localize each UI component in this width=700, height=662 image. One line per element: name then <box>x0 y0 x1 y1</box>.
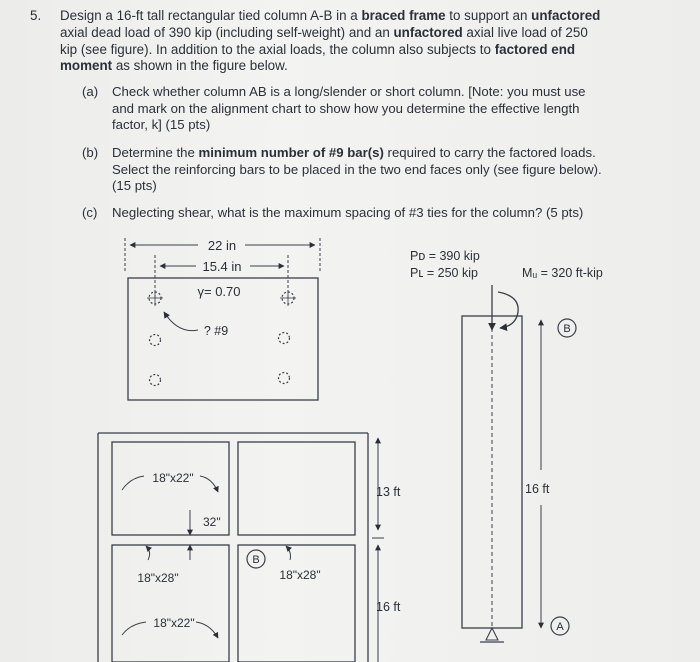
problem-line-3: kip (see figure). In addition to the axial loads, the column also subjects to factored end <box>60 41 576 57</box>
dim-15-4in: 15.4 in <box>202 259 242 274</box>
bar-count-label: ? #9 <box>203 324 229 338</box>
moment-label: Mᵤ = 320 ft-kip <box>522 266 603 280</box>
problem-number: 5. <box>30 8 42 23</box>
bar-bottom-right <box>279 373 290 384</box>
bar-bottom-left <box>150 375 161 386</box>
part-a-line-2: and mark on the alignment chart to show how you determine the effective length <box>112 100 580 116</box>
part-c-line-1: Neglecting shear, what is the maximum spacing of #3 ties for the column? (5 pts) <box>112 205 584 220</box>
column-node-b-label: B <box>563 323 571 335</box>
live-load-label: Pʟ = 250 kip <box>410 266 478 280</box>
column-node-a-label: A <box>556 621 564 633</box>
gamma-label: γ= 0.70 <box>197 284 241 299</box>
part-b-line-3: (15 pts) <box>112 178 157 193</box>
col-size-left: 18"x28" <box>137 571 179 585</box>
part-b-line-2: Select the reinforcing bars to be placed in the two end faces only (see figure below). <box>112 161 602 177</box>
height-13ft: 13 ft <box>376 485 401 499</box>
bar-mid-right <box>279 333 290 344</box>
problem-line-2: axial dead load of 390 kip (including self-weight) and an unfactored axial live load of 250 <box>60 24 588 40</box>
part-b-line-1: Determine the minimum number of #9 bar(s) required to carry the factored loads. <box>112 145 596 160</box>
height-16ft-frame: 16 ft <box>376 600 401 614</box>
part-a-label: (a) <box>82 84 99 99</box>
frame-node-b-label: B <box>252 554 260 566</box>
problem-line-1: Design a 16-ft tall rectangular tied column A-B in a braced frame to support an unfactored <box>60 8 601 23</box>
frame-elevation <box>98 433 384 662</box>
part-b-label: (b) <box>82 145 99 160</box>
bar-mid-left <box>150 335 161 346</box>
part-c-label: (c) <box>82 205 98 220</box>
part-a-line-1: Check whether column AB is a long/slender or short column. [Note: you must use <box>112 84 586 99</box>
beam-size-top: 18"x22" <box>152 471 194 485</box>
col-size-right: 18"x28" <box>279 568 321 582</box>
part-a-line-3: factor, k] (15 pts) <box>112 117 211 132</box>
beam-size-bottom: 18"x22" <box>153 616 195 630</box>
problem-line-4: moment as shown in the figure below. <box>60 58 288 74</box>
dead-load-label: Pᴅ = 390 kip <box>410 249 480 263</box>
col-depth-label: 32" <box>203 515 221 529</box>
column-height-label: 16 ft <box>525 482 550 496</box>
dim-22in: 22 in <box>207 238 237 253</box>
column-load-diagram <box>462 285 576 642</box>
